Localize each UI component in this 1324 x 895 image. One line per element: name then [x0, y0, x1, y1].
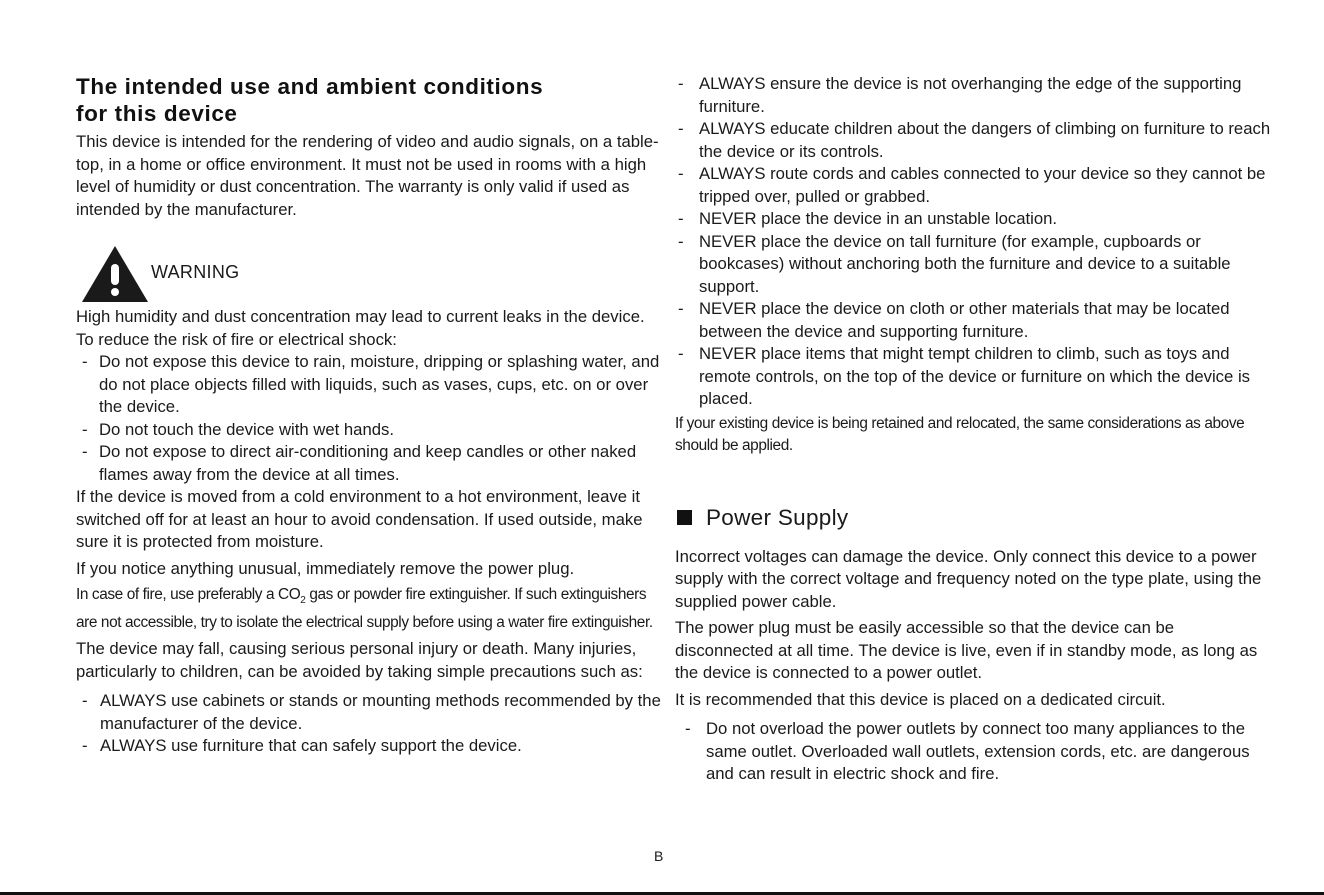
list-item — [675, 343, 1275, 411]
list-item — [675, 73, 1275, 118]
right-column — [675, 73, 1275, 786]
dash-bullet: - — [678, 164, 684, 183]
list-item-text: ALWAYS educate children about the dangers of climbing on furniture to reach the device or its controls. — [699, 119, 1271, 161]
fall-paragraph: The device may fall, causing serious personal injury or death. Many injuries, particularly to children, can be avoided by taking simple precautions such as: — [76, 639, 643, 681]
dash-bullet: - — [678, 299, 684, 318]
cold-environment-paragraph: If the device is moved from a cold environment to a hot environment, leave it switched off for at least an hour to avoid condensation. If used outside, make sure it is protected from moisture. — [76, 487, 643, 551]
list-item-text: Do not overload the power outlets by connect too many appliances to the same outlet. Overloaded wall outlets, extension cords, etc. are dangerous and can result in electric shock and fire. — [706, 719, 1250, 783]
dash-bullet: - — [82, 442, 88, 461]
section-title: Power Supply — [706, 504, 849, 530]
page-number: B — [654, 848, 664, 864]
left-column — [76, 73, 661, 758]
list-item — [675, 163, 1275, 208]
list-item — [675, 298, 1275, 343]
heading-line-1: The intended use and ambient conditions — [76, 74, 544, 99]
list-item-text: NEVER place the device on cloth or other materials that may be located between the device and supporting furniture. — [699, 299, 1230, 341]
power-supply-header — [675, 505, 1275, 531]
page-heading — [76, 73, 661, 127]
circuit-paragraph: It is recommended that this device is placed on a dedicated circuit. — [675, 689, 1166, 709]
intro-paragraph: This device is intended for the rendering of video and audio signals, on a table-top, in a home or office environment. It must not be used in rooms with a high level of humidity or dust concentration. The warranty is only valid if used as intended by the manufacturer. — [76, 132, 659, 219]
dash-bullet: - — [678, 74, 684, 93]
list-item-text: NEVER place the device in an unstable location. — [699, 209, 1058, 228]
dash-bullet: - — [685, 719, 691, 738]
retained-paragraph: If your existing device is being retained and relocated, the same considerations as above should be applied. — [675, 414, 1245, 454]
list-item — [76, 735, 661, 758]
list-item-text: Do not expose to direct air-conditioning and keep candles or other naked flames away from the device at all times. — [99, 442, 637, 484]
warning-text: High humidity and dust concentration may lead to current leaks in the device. To reduce the risk of fire or electrical shock: — [76, 307, 645, 349]
fire-text-sub: 2 — [300, 595, 306, 607]
plug-paragraph: The power plug must be easily accessible so that the device can be disconnected at all time. The device is live, even if in standby mode, as long as the device is connected to a power outlet. — [675, 618, 1258, 682]
dash-bullet: - — [678, 209, 684, 228]
fire-text-post: gas or powder fire extinguisher. If such extinguishers are not accessible, try to isolate the electrical supply before using a water fire extinguisher. — [76, 586, 653, 632]
list-item-text: Do not expose this device to rain, moisture, dripping or splashing water, and do not place objects filled with liquids, such as vases, cups, etc. on or over the device. — [99, 352, 660, 416]
unusual-paragraph: If you notice anything unusual, immediately remove the power plug. — [76, 558, 575, 578]
dash-bullet: - — [82, 352, 88, 371]
fire-text-pre: In case of fire, use preferably a CO — [76, 586, 301, 603]
precaution-bullet-list — [76, 690, 661, 758]
list-item — [76, 441, 661, 486]
list-item — [76, 690, 661, 735]
list-item-text: ALWAYS use furniture that can safely support the device. — [100, 736, 522, 756]
list-item-text: NEVER place the device on tall furniture (for example, cupboards or bookcases) without anchoring both the furniture and device to a suitable support. — [699, 231, 1231, 296]
list-item — [675, 231, 1275, 299]
list-item — [76, 351, 661, 419]
furniture-bullet-list — [675, 73, 1275, 411]
dash-bullet: - — [678, 231, 684, 251]
list-item — [675, 118, 1275, 163]
voltage-paragraph: Incorrect voltages can damage the device. Only connect this device to a power supply with the correct voltage and frequency noted on the type plate, using the supplied power cable. — [675, 546, 1262, 611]
heading-line-2: for this device — [76, 101, 238, 126]
dash-bullet: - — [678, 119, 684, 138]
fire-paragraph — [76, 584, 661, 634]
warning-bullet-list — [76, 351, 661, 486]
list-item-text: NEVER place items that might tempt children to climb, such as toys and remote controls, on the top of the device or furniture on which the device is placed. — [699, 344, 1250, 408]
list-item-text: ALWAYS route cords and cables connected to your device so they cannot be tripped over, pulled or grabbed. — [699, 164, 1266, 206]
dash-bullet: - — [678, 344, 684, 363]
list-item-text: Do not touch the device with wet hands. — [99, 419, 394, 439]
warning-triangle-icon — [82, 246, 148, 302]
warning-label: WARNING — [151, 262, 240, 282]
dash-bullet: - — [82, 419, 88, 439]
power-bullet-list — [675, 718, 1275, 786]
list-item-text: ALWAYS ensure the device is not overhanging the edge of the supporting furniture. — [699, 74, 1242, 116]
list-item — [675, 208, 1275, 231]
warning-header — [76, 246, 661, 302]
dash-bullet: - — [82, 691, 88, 711]
list-item — [76, 419, 661, 442]
list-item-text: ALWAYS use cabinets or stands or mounting methods recommended by the manufacturer of the device. — [100, 691, 661, 733]
square-bullet-icon — [677, 510, 692, 525]
dash-bullet: - — [82, 736, 88, 756]
list-item — [675, 718, 1275, 786]
